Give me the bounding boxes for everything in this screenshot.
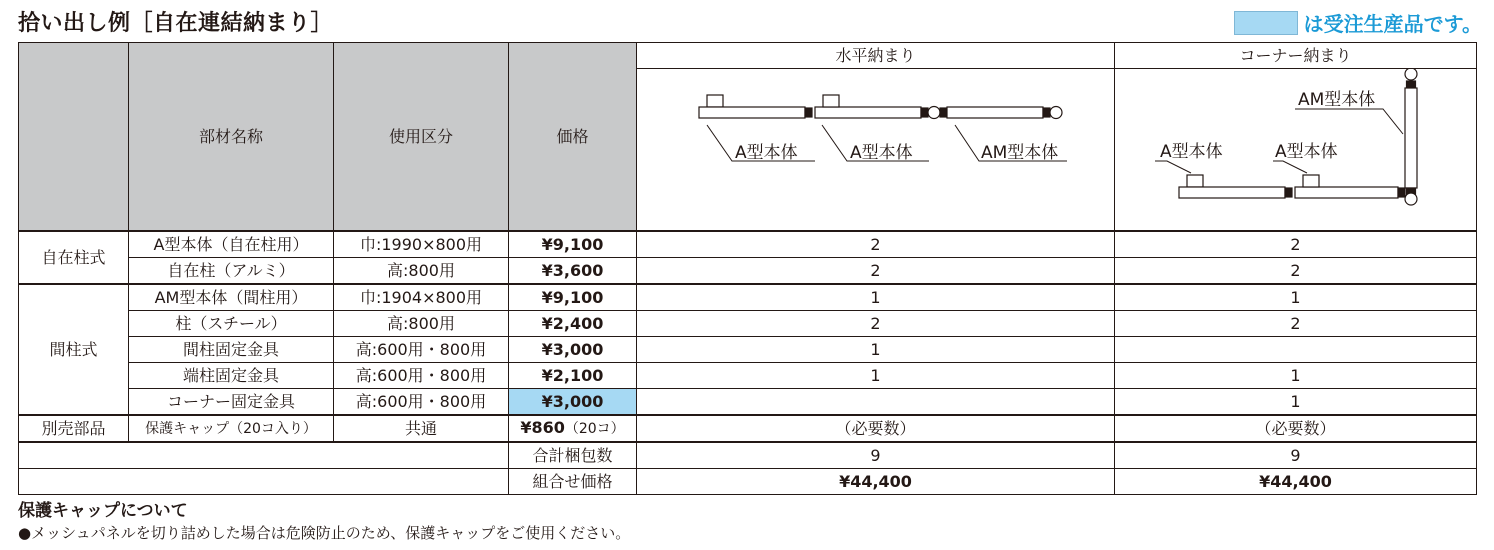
- header-corner: コーナー納まり: [1115, 43, 1477, 69]
- usage: 高:800用: [334, 258, 509, 285]
- group-jizai: 自在柱式: [19, 231, 129, 284]
- qty-horizontal: 1: [637, 363, 1115, 389]
- page-title: 拾い出し例［自在連結納まり］: [18, 11, 334, 36]
- legend-text: は受注生産品です。: [1303, 12, 1482, 36]
- totals-packages-row: [19, 442, 1477, 469]
- table-row: [19, 337, 1477, 363]
- usage: 高:600用・800用: [334, 389, 509, 416]
- qty-corner: 1: [1115, 363, 1477, 389]
- part-name: AM型本体（間柱用）: [129, 284, 334, 311]
- usage: 高:600用・800用: [334, 337, 509, 363]
- part-name: 自在柱（アルミ）: [129, 258, 334, 285]
- packages-horizontal: 9: [637, 442, 1115, 469]
- header-price: 価格: [509, 43, 637, 232]
- parts-table: [18, 42, 1477, 495]
- header-part-name: 部材名称: [129, 43, 334, 232]
- combo-corner: ¥44,400: [1115, 469, 1477, 495]
- table-row: [19, 363, 1477, 389]
- qty-corner: [1115, 337, 1477, 363]
- usage: 共通: [334, 415, 509, 442]
- combo-horizontal: ¥44,400: [637, 469, 1115, 495]
- table-row: [19, 389, 1477, 416]
- totals-combo-row: [19, 469, 1477, 495]
- header-usage: 使用区分: [334, 43, 509, 232]
- table-row: [19, 415, 1477, 442]
- note-text: ●メッシュパネルを切り詰めした場合は危険防止のため、保護キャップをご使用ください。: [18, 524, 631, 542]
- label-am-body-corner: AM型本体: [1298, 90, 1376, 110]
- legend: [1234, 8, 1482, 37]
- legend-swatch: [1234, 11, 1298, 35]
- qty-corner: 2: [1115, 258, 1477, 285]
- table-row: [19, 231, 1477, 258]
- diagram-corner-cell: [1115, 69, 1477, 232]
- price: ¥9,100: [509, 284, 637, 311]
- price: ¥3,600: [509, 258, 637, 285]
- part-name: 柱（スチール）: [129, 311, 334, 337]
- price-made-to-order: ¥3,000: [509, 389, 637, 416]
- qty-horizontal: 2: [637, 258, 1115, 285]
- part-name: 端柱固定金具: [129, 363, 334, 389]
- label-a-body-1: A型本体: [735, 143, 798, 163]
- qty-horizontal: 1: [637, 284, 1115, 311]
- header-blank: [19, 43, 129, 232]
- diagram-horizontal-cell: [637, 69, 1115, 232]
- usage: 巾:1904×800用: [334, 284, 509, 311]
- qty-horizontal: 2: [637, 231, 1115, 258]
- part-name: 間柱固定金具: [129, 337, 334, 363]
- usage: 巾:1990×800用: [334, 231, 509, 258]
- qty-corner: 1: [1115, 389, 1477, 416]
- qty-corner: （必要数）: [1115, 415, 1477, 442]
- corner-layout-diagram: [1115, 69, 1477, 230]
- group-ma: 間柱式: [19, 284, 129, 415]
- blank-cell: [19, 469, 509, 495]
- price: ¥9,100: [509, 231, 637, 258]
- usage: 高:600用・800用: [334, 363, 509, 389]
- combo-label: 組合せ価格: [509, 469, 637, 495]
- qty-corner: 2: [1115, 231, 1477, 258]
- table-row: [19, 284, 1477, 311]
- qty-horizontal: （必要数）: [637, 415, 1115, 442]
- qty-horizontal: 1: [637, 337, 1115, 363]
- qty-corner: 2: [1115, 311, 1477, 337]
- packages-corner: 9: [1115, 442, 1477, 469]
- note-title: 保護キャップについて: [18, 501, 188, 521]
- label-a-body-2: A型本体: [850, 143, 913, 163]
- qty-horizontal: [637, 389, 1115, 416]
- header-horizontal: 水平納まり: [637, 43, 1115, 69]
- group-betsu: 別売部品: [19, 415, 129, 442]
- blank-cell: [19, 442, 509, 469]
- price-cell: [509, 415, 637, 442]
- table-row: [19, 311, 1477, 337]
- table-row: [19, 258, 1477, 285]
- price: ¥3,000: [509, 337, 637, 363]
- label-a-body-corner-1: A型本体: [1160, 142, 1223, 162]
- price: ¥860: [520, 418, 565, 437]
- part-name: A型本体（自在柱用）: [129, 231, 334, 258]
- label-am-body: AM型本体: [981, 143, 1059, 163]
- packages-label: 合計梱包数: [509, 442, 637, 469]
- label-a-body-corner-2: A型本体: [1275, 142, 1338, 162]
- usage: 高:800用: [334, 311, 509, 337]
- qty-horizontal: 2: [637, 311, 1115, 337]
- price: ¥2,400: [509, 311, 637, 337]
- qty-corner: 1: [1115, 284, 1477, 311]
- price-note: （20コ）: [564, 421, 625, 437]
- horizontal-layout-diagram: [637, 69, 1115, 230]
- part-name: コーナー固定金具: [129, 389, 334, 416]
- price: ¥2,100: [509, 363, 637, 389]
- part-name: 保護キャップ（20コ入り）: [129, 415, 334, 442]
